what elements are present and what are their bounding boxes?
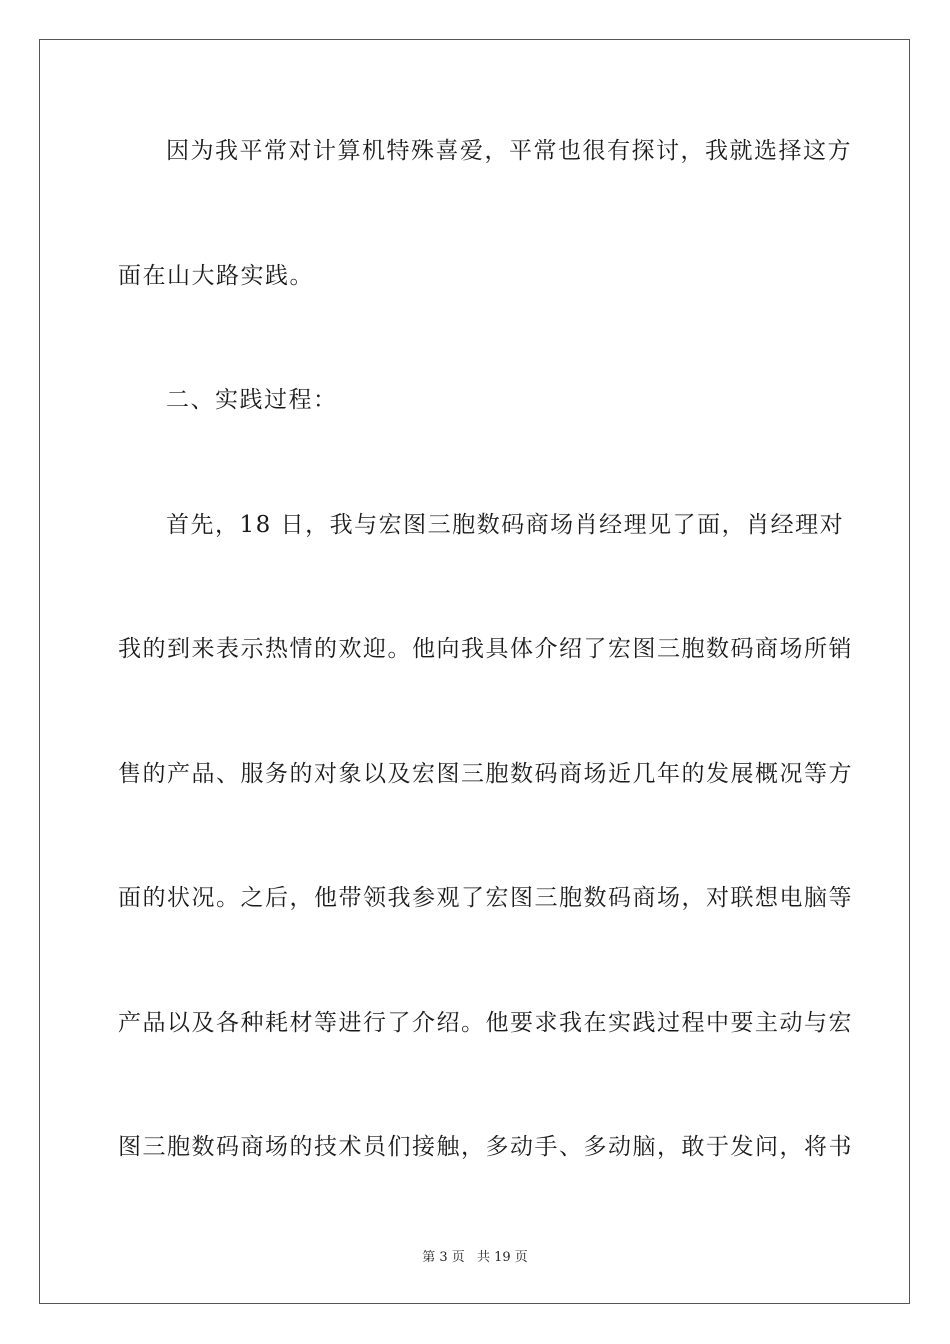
section-heading: 二、实践过程：	[166, 387, 338, 413]
paragraph-line-8: 产品以及各种耗材等进行了介绍。他要求我在实践过程中要主动与宏	[118, 1009, 853, 1036]
document-body	[118, 128, 853, 1249]
paragraph-line-9: 图三胞数码商场的技术员们接触，多动手、多动脑，敢于发问，将书	[118, 1134, 853, 1160]
paragraph-line-4: 首先，18 日，我与宏图三胞数码商场肖经理见了面，肖经理对	[166, 511, 845, 538]
paragraph-line-2: 面在山大路实践。	[118, 262, 314, 289]
page-number: 第 3 页	[422, 1250, 465, 1265]
page-footer	[0, 1246, 950, 1265]
paragraph-line-1: 因为我平常对计算机特殊喜爱，平常也很有探讨，我就选择这方	[166, 138, 852, 164]
page-total: 共 19 页	[476, 1250, 528, 1265]
paragraph-line-5: 我的到来表示热情的欢迎。他向我具体介绍了宏图三胞数码商场所销	[118, 636, 853, 662]
paragraph-line-7: 面的状况。之后，他带领我参观了宏图三胞数码商场，对联想电脑等	[118, 885, 853, 911]
paragraph-line-6: 售的产品、服务的对象以及宏图三胞数码商场近几年的发展概况等方	[118, 760, 853, 787]
